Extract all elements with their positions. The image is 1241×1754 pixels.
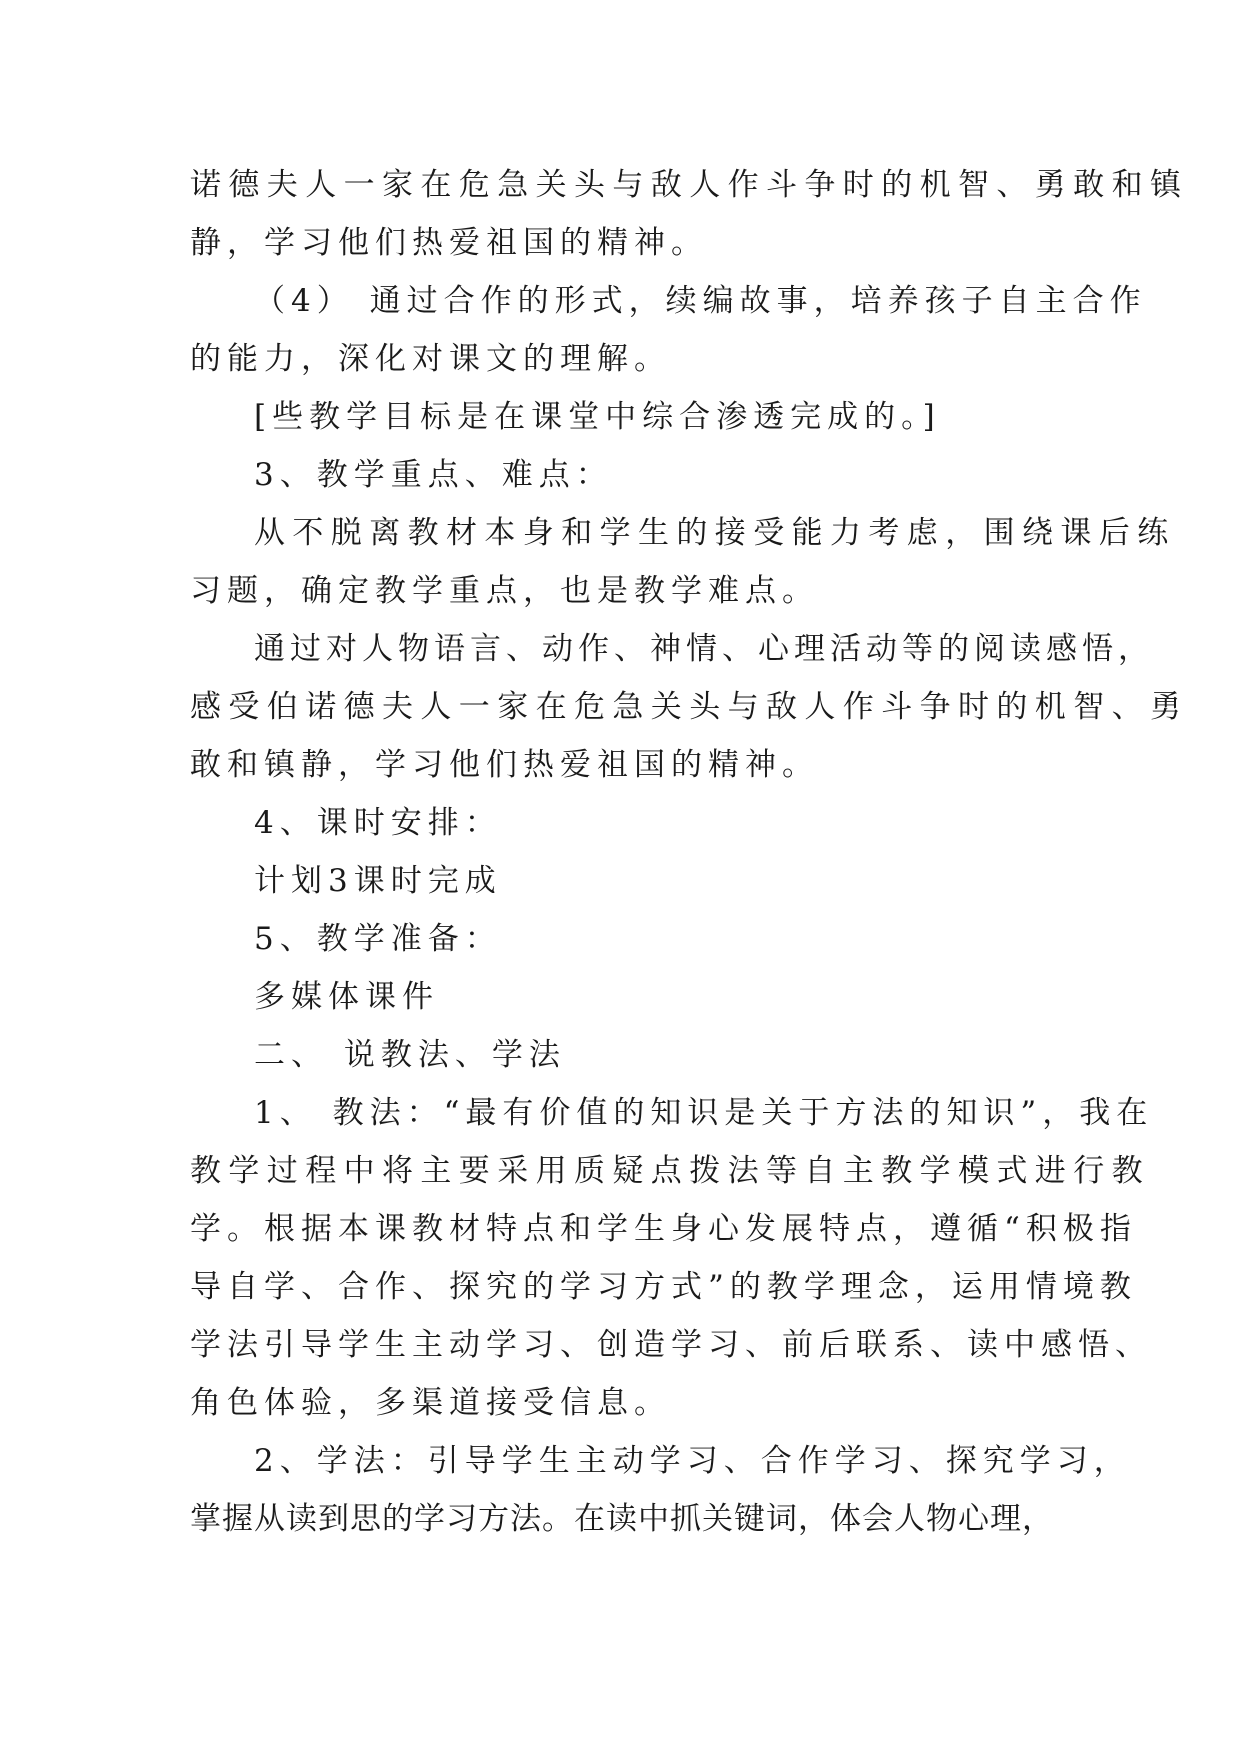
text-line: 诺德夫人一家在危急关头与敌人作斗争时的机智、勇敢和镇: [190, 167, 1189, 203]
section-heading: 二、 说教法、学法: [254, 1037, 566, 1073]
text-line: 感受伯诺德夫人一家在危急关头与敌人作斗争时的机智、勇: [190, 689, 1189, 725]
text-line: 从不脱离教材本身和学生的接受能力考虑，围绕课后练: [254, 515, 1176, 551]
text-line: 多媒体课件: [254, 979, 439, 1015]
text-line: 静，学习他们热爱祖国的精神。: [190, 225, 708, 261]
text-line: 学法引导学生主动学习、创造学习、前后联系、读中感悟、: [190, 1327, 1152, 1363]
text-line: 通过对人物语言、动作、神情、心理活动等的阅读感悟，: [254, 631, 1154, 667]
text-line: 掌握从读到思的学习方法。在读中抓关键词，体会人物心理，: [190, 1501, 1054, 1537]
text-line: 教学过程中将主要采用质疑点拨法等自主教学模式进行教: [190, 1153, 1150, 1189]
text-line: 计划3课时完成: [254, 863, 502, 899]
text-line: 2、学法：引导学生主动学习、合作学习、探究学习，: [254, 1443, 1131, 1479]
text-line: 学。根据本课教材特点和学生身心发展特点，遵循“积极指: [190, 1211, 1137, 1247]
text-line: 习题，确定教学重点，也是教学难点。: [190, 573, 819, 609]
text-line: [些教学目标是在课堂中综合渗透完成的。]: [254, 399, 941, 435]
text-line: 敢和镇静，学习他们热爱祖国的精神。: [190, 747, 819, 783]
text-line: 1、 教法：“最有价值的知识是关于方法的知识”，我在: [254, 1095, 1154, 1131]
text-line: 的能力，深化对课文的理解。: [190, 341, 671, 377]
text-line: （4） 通过合作的形式，续编故事，培养孩子自主合作: [254, 283, 1147, 319]
text-line: 角色体验，多渠道接受信息。: [190, 1385, 671, 1421]
section-heading: 4、课时安排：: [254, 805, 502, 841]
text-line: 导自学、合作、探究的学习方式”的教学理念，运用情境教: [190, 1269, 1137, 1305]
section-heading: 3、教学重点、难点：: [254, 457, 613, 493]
section-heading: 5、教学准备：: [254, 921, 502, 957]
